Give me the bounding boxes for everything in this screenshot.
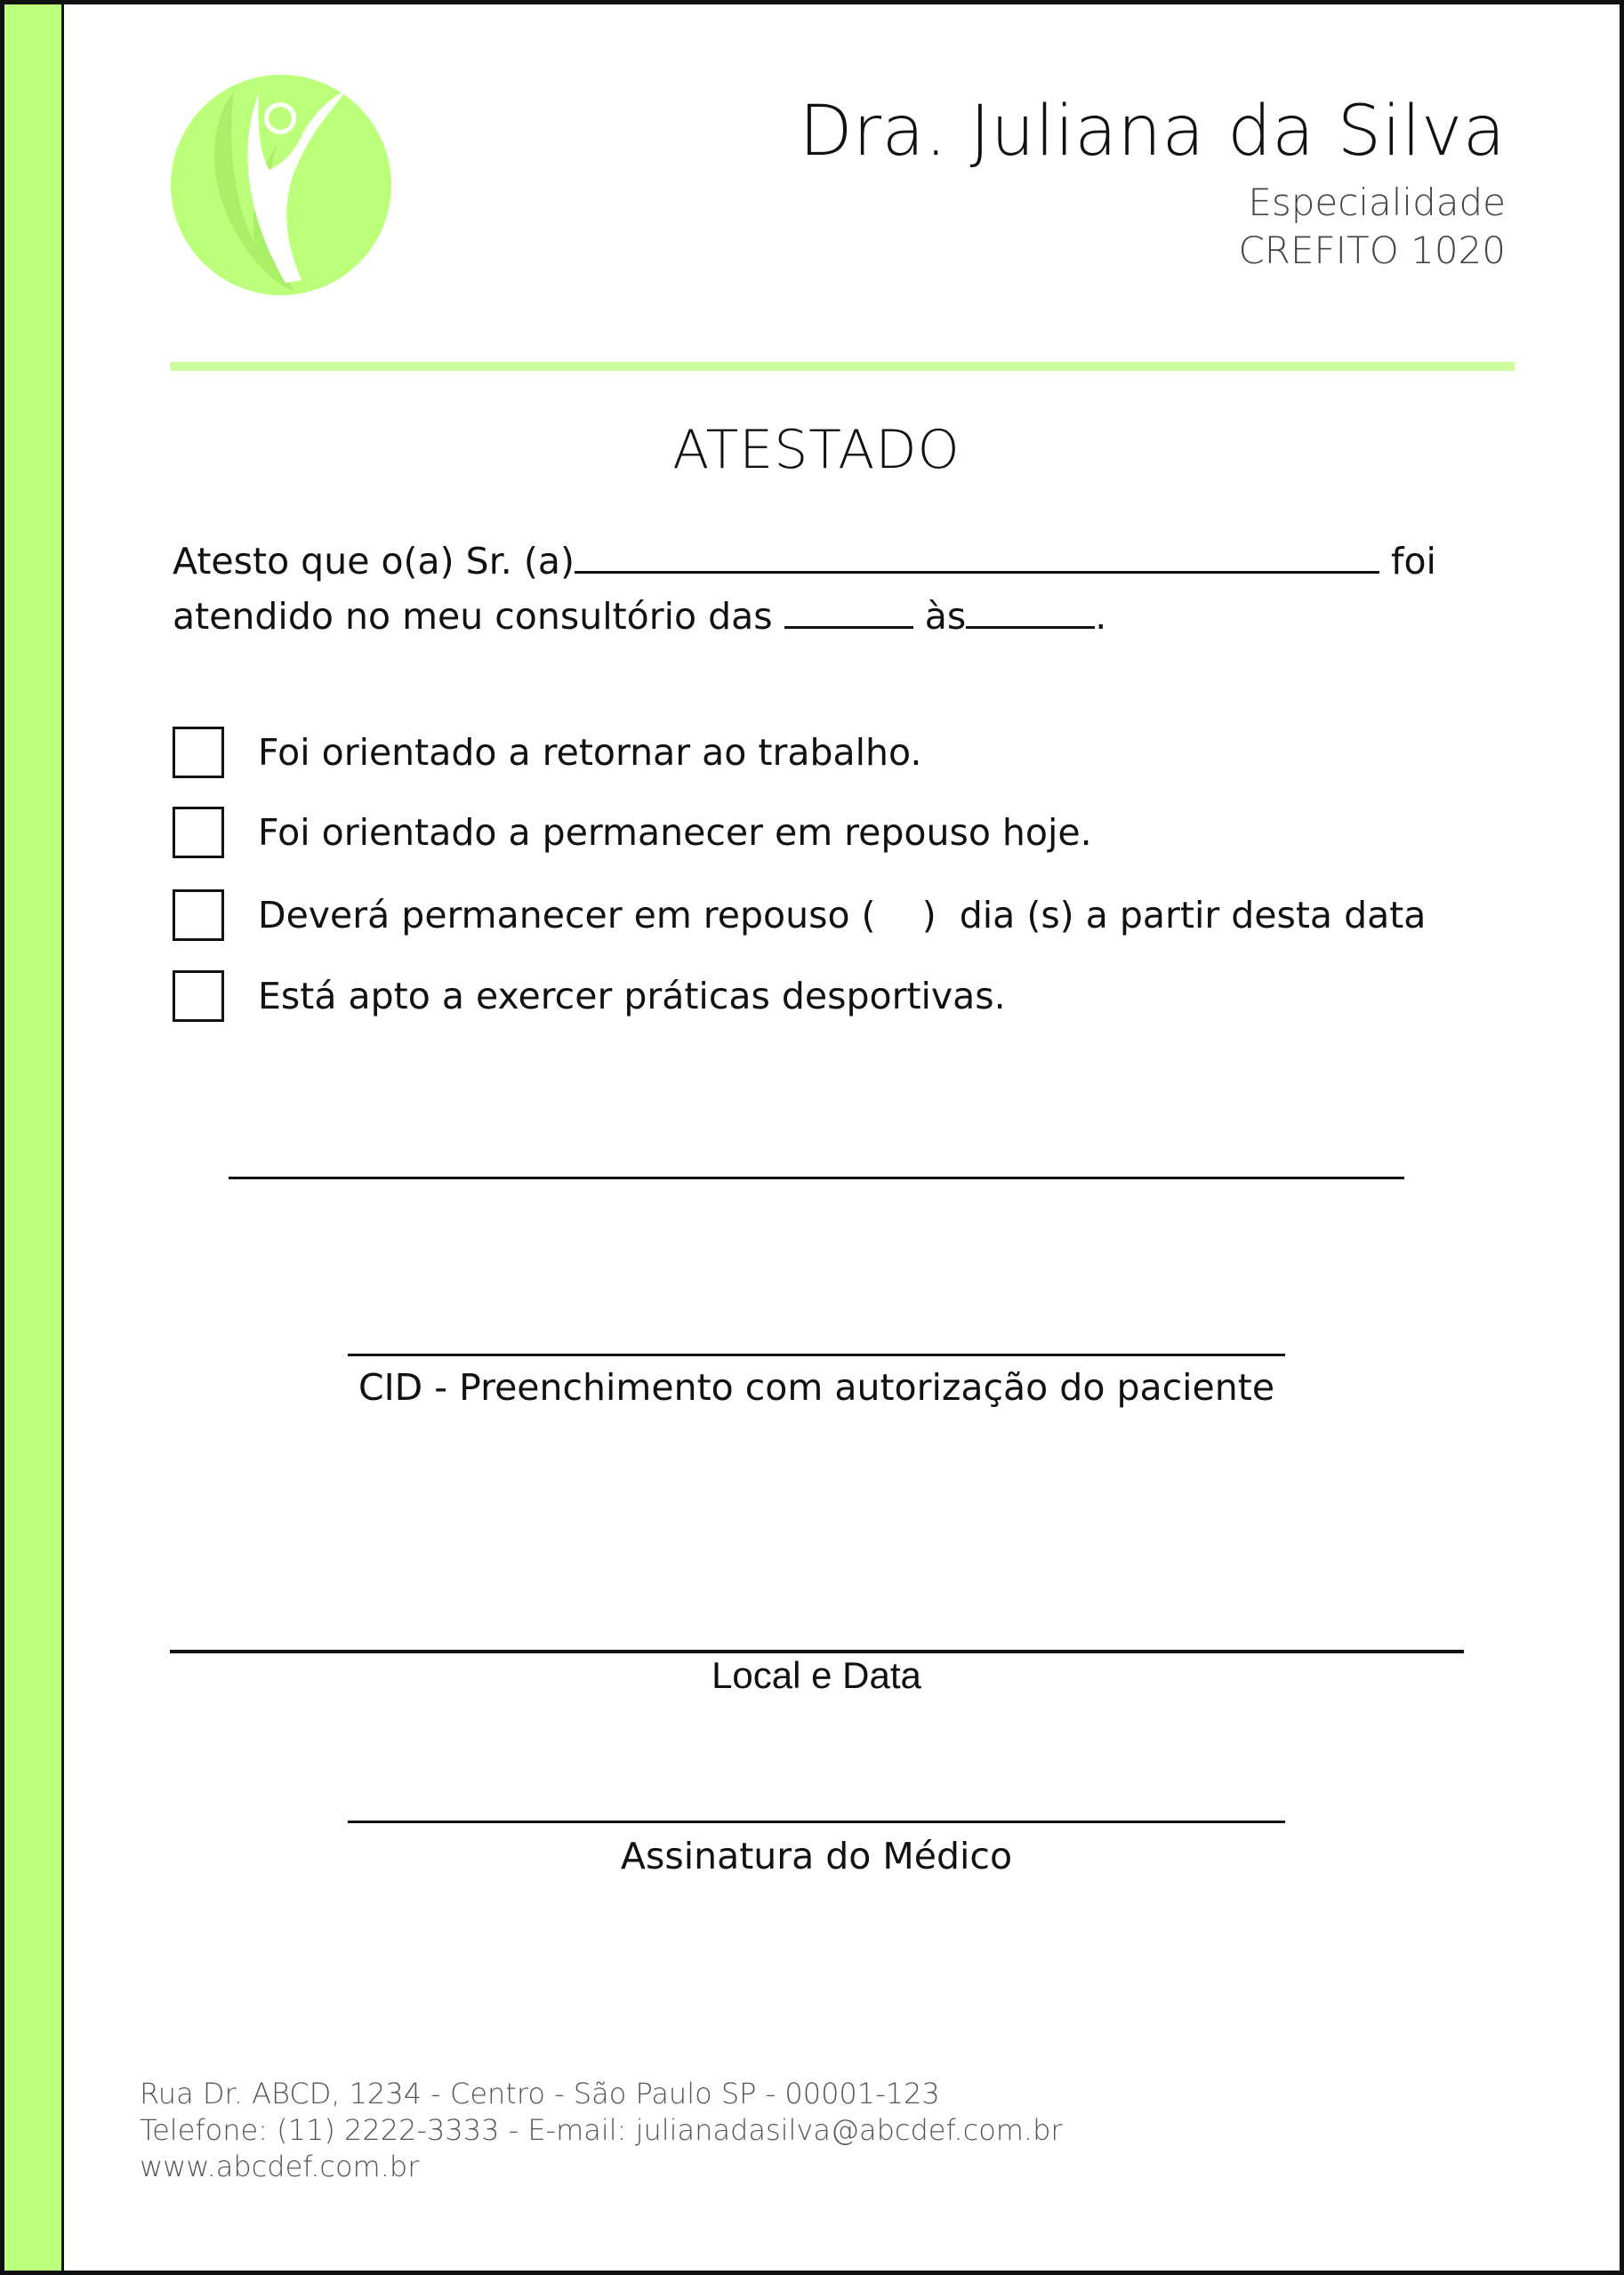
doctor-specialty: Especialidade: [1248, 181, 1506, 224]
footer-website: www.abcdef.com.br: [140, 2150, 420, 2183]
option-label: Está apto a exercer práticas desportivas.: [258, 975, 1006, 1017]
header-divider: [170, 362, 1515, 371]
option-row: [173, 725, 921, 780]
option-label: Foi orientado a retornar ao trabalho.: [258, 731, 922, 774]
footer-address: Rua Dr. ABCD, 1234 - Centro - São Paulo SP - 00001-123: [140, 2077, 940, 2110]
footer-contact: Telefone: (11) 2222-3333 - E-mail: julianadasilva@abcdef.com.br: [140, 2113, 1063, 2147]
patient-name-blank[interactable]: [575, 570, 1379, 574]
signature-label: Assinatura do Médico: [620, 1835, 1013, 1877]
attendance-prefix: atendido no meu consultório das: [173, 595, 773, 638]
statement-prefix: Atesto que o(a) Sr. (a): [173, 540, 575, 583]
option-row: [173, 805, 1092, 860]
option-checkbox[interactable]: [173, 807, 224, 858]
option-label: Foi orientado a permanecer em repouso hoje.: [258, 811, 1092, 854]
option-row: [173, 969, 1006, 1024]
option-label: Deverá permanecer em repouso ( ) dia (s) a partir desta data: [258, 894, 1427, 937]
option-checkbox[interactable]: [173, 889, 224, 941]
statement-suffix: foi: [1391, 540, 1436, 583]
option-row: [173, 888, 1426, 943]
cid-label: CID - Preenchimento com autorização do paciente: [358, 1366, 1275, 1409]
local-date-label: Local e Data: [712, 1654, 921, 1696]
free-text-line[interactable]: [229, 1177, 1404, 1179]
time-to-blank[interactable]: [966, 625, 1095, 629]
option-checkbox[interactable]: [173, 727, 224, 778]
document-title: ATESTADO: [672, 419, 961, 481]
doctor-name: Dra. Juliana da Silva: [799, 92, 1506, 172]
person-silhouette-in-circle-icon: [170, 74, 392, 296]
attendance-middle: às: [924, 595, 967, 638]
doctor-registration: CREFITO 1020: [1238, 229, 1506, 272]
option-checkbox[interactable]: [173, 970, 224, 1022]
statement-line-2: [173, 595, 1106, 638]
signature-line[interactable]: [348, 1821, 1285, 1823]
attendance-suffix: .: [1095, 595, 1107, 638]
time-from-blank[interactable]: [784, 625, 913, 629]
cid-line[interactable]: [348, 1354, 1285, 1356]
local-date-line[interactable]: [170, 1650, 1464, 1653]
statement-line-1: [173, 540, 1436, 583]
side-accent-bar: [4, 4, 64, 2271]
